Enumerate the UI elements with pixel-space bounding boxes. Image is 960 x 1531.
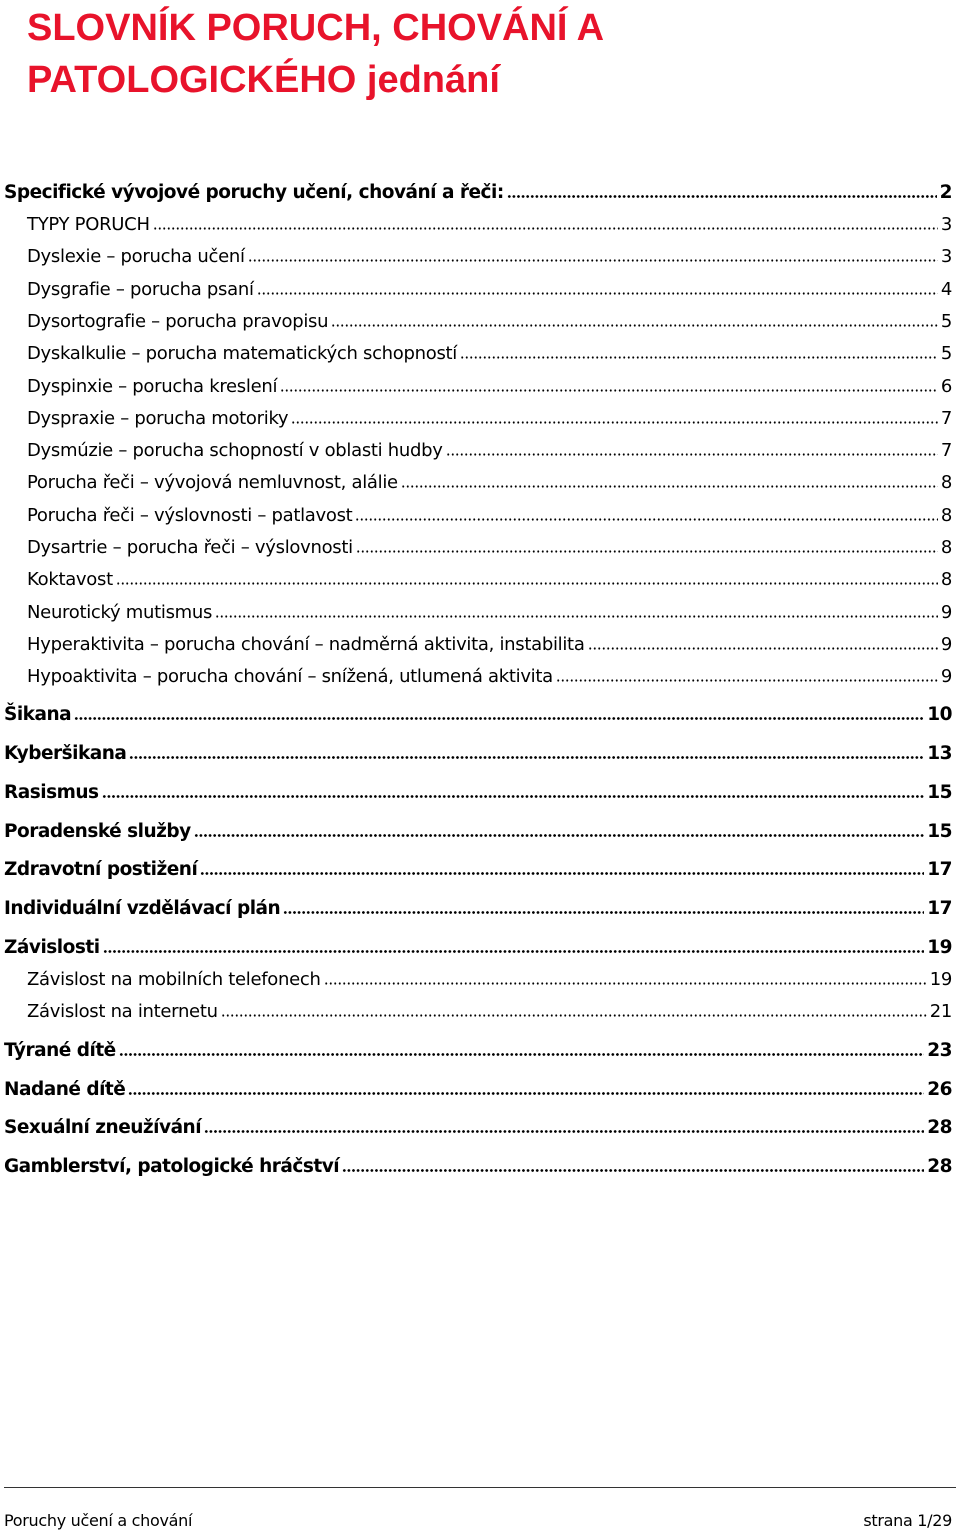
- toc-entry[interactable]: [27, 537, 952, 558]
- toc-entry-label: Zdravotní postižení: [4, 859, 198, 880]
- toc-dot-leader: [257, 292, 938, 295]
- toc-entry-page-number: 8: [940, 505, 952, 526]
- document-title: SLOVNÍK PORUCH, CHOVÁNÍ A PATOLOGICKÉHO jednání: [27, 7, 603, 101]
- toc-entry-label: Poradenské služby: [4, 821, 191, 842]
- toc-dot-leader: [194, 834, 925, 837]
- toc-entry-label: Dyskalkulie – porucha matematických schopností: [27, 343, 457, 364]
- toc-dot-leader: [74, 717, 924, 720]
- toc-entry-page-number: 2: [939, 182, 952, 203]
- toc-entry-page-number: 28: [927, 1117, 952, 1138]
- toc-entry-label: Dyspinxie – porucha kreslení: [27, 376, 278, 397]
- toc-entry-page-number: 8: [940, 537, 952, 558]
- toc-entry-label: Porucha řeči – vývojová nemluvnost, alálie: [27, 472, 398, 493]
- toc-entry-page-number: 13: [927, 743, 952, 764]
- toc-entry-label: Dysmúzie – porucha schopností v oblasti hudby: [27, 440, 443, 461]
- toc-entry-label: Týrané dítě: [4, 1040, 116, 1061]
- toc-entry[interactable]: [4, 782, 952, 803]
- footer-document-name: Poruchy učení a chování: [4, 1511, 193, 1530]
- toc-entry-page-number: 17: [927, 898, 952, 919]
- toc-entry-label: Dysgrafie – porucha psaní: [27, 279, 254, 300]
- toc-dot-leader: [588, 647, 938, 650]
- toc-entry[interactable]: [4, 743, 952, 764]
- toc-entry[interactable]: [4, 1040, 952, 1061]
- toc-entry[interactable]: [27, 569, 952, 590]
- toc-dot-leader: [248, 259, 938, 262]
- toc-entry[interactable]: [4, 1156, 952, 1177]
- toc-entry[interactable]: [27, 666, 952, 687]
- toc-entry[interactable]: [27, 602, 952, 623]
- toc-entry-label: Závislost na internetu: [27, 1001, 218, 1022]
- toc-entry-page-number: 6: [940, 376, 952, 397]
- toc-entry-page-number: 3: [940, 246, 952, 267]
- toc-entry-label: Kyberšikana: [4, 743, 127, 764]
- toc-entry-page-number: 28: [927, 1156, 952, 1177]
- toc-entry-label: Gamblerství, patologické hráčství: [4, 1156, 340, 1177]
- toc-entry-page-number: 26: [927, 1079, 952, 1100]
- toc-entry-page-number: 9: [940, 634, 952, 655]
- toc-entry-label: Hypoaktivita – porucha chování – snížená, utlumená aktivita: [27, 666, 553, 687]
- toc-dot-leader: [102, 795, 925, 798]
- toc-entry[interactable]: [4, 937, 952, 958]
- toc-dot-leader: [204, 1130, 924, 1133]
- toc-entry[interactable]: [27, 343, 952, 364]
- toc-dot-leader: [280, 389, 938, 392]
- toc-dot-leader: [103, 950, 925, 953]
- toc-entry-page-number: 4: [940, 279, 952, 300]
- toc-entry-page-number: 5: [940, 343, 952, 364]
- toc-entry-label: Dyspraxie – porucha motoriky: [27, 408, 289, 429]
- toc-dot-leader: [129, 756, 924, 759]
- toc-entry[interactable]: [4, 1079, 952, 1100]
- toc-entry-label: Nadané dítě: [4, 1079, 126, 1100]
- toc-entry[interactable]: [4, 821, 952, 842]
- toc-dot-leader: [153, 227, 938, 230]
- toc-entry-label: Závislosti: [4, 937, 100, 958]
- toc-entry-label: Individuální vzdělávací plán: [4, 898, 281, 919]
- toc-entry-label: Koktavost: [27, 569, 113, 590]
- toc-entry-label: Porucha řeči – výslovnosti – patlavost: [27, 505, 353, 526]
- toc-entry[interactable]: [27, 311, 952, 332]
- toc-dot-leader: [283, 911, 924, 914]
- toc-entry-page-number: 9: [940, 666, 952, 687]
- footer-page-number: strana 1/29: [863, 1511, 952, 1530]
- toc-entry[interactable]: [27, 505, 952, 526]
- toc-entry[interactable]: [27, 408, 952, 429]
- toc-entry-page-number: 5: [940, 311, 952, 332]
- toc-entry[interactable]: [4, 898, 952, 919]
- toc-dot-leader: [446, 453, 938, 456]
- toc-entry[interactable]: [27, 214, 952, 235]
- toc-dot-leader: [401, 485, 938, 488]
- toc-entry[interactable]: [27, 634, 952, 655]
- toc-dot-leader: [221, 1014, 927, 1017]
- toc-dot-leader: [507, 195, 937, 198]
- toc-dot-leader: [200, 872, 924, 875]
- toc-entry[interactable]: [27, 279, 952, 300]
- toc-dot-leader: [116, 582, 938, 585]
- toc-entry[interactable]: [27, 440, 952, 461]
- toc-dot-leader: [215, 615, 938, 618]
- toc-dot-leader: [128, 1092, 924, 1095]
- toc-entry-page-number: 8: [940, 472, 952, 493]
- toc-entry-page-number: 10: [927, 704, 952, 725]
- toc-entry-page-number: 21: [929, 1001, 952, 1022]
- toc-entry-page-number: 7: [940, 408, 952, 429]
- toc-entry-label: TYPY PORUCH: [27, 214, 150, 235]
- toc-entry-label: Specifické vývojové poruchy učení, chování a řeči:: [4, 182, 504, 203]
- toc-entry-page-number: 17: [927, 859, 952, 880]
- toc-entry-page-number: 15: [927, 821, 952, 842]
- toc-entry[interactable]: [27, 1001, 952, 1022]
- toc-entry-page-number: 8: [940, 569, 952, 590]
- toc-dot-leader: [331, 324, 938, 327]
- toc-dot-leader: [460, 356, 938, 359]
- toc-entry-page-number: 7: [940, 440, 952, 461]
- toc-entry-label: Rasismus: [4, 782, 99, 803]
- toc-entry-label: Hyperaktivita – porucha chování – nadměrná aktivita, instabilita: [27, 634, 585, 655]
- toc-entry-label: Neurotický mutismus: [27, 602, 213, 623]
- toc-dot-leader: [355, 518, 937, 521]
- toc-entry-page-number: 23: [927, 1040, 952, 1061]
- toc-entry-label: Dysortografie – porucha pravopisu: [27, 311, 329, 332]
- toc-entry-page-number: 19: [927, 937, 952, 958]
- toc-entry-page-number: 19: [929, 969, 952, 990]
- toc-entry-page-number: 15: [927, 782, 952, 803]
- toc-dot-leader: [556, 679, 938, 682]
- toc-dot-leader: [342, 1169, 924, 1172]
- toc-entry[interactable]: [27, 376, 952, 397]
- toc-dot-leader: [324, 982, 927, 985]
- toc-entry[interactable]: [4, 859, 952, 880]
- toc-entry-page-number: 3: [940, 214, 952, 235]
- toc-dot-leader: [119, 1053, 925, 1056]
- toc-entry-page-number: 9: [940, 602, 952, 623]
- toc-entry[interactable]: [27, 472, 952, 493]
- toc-dot-leader: [291, 421, 938, 424]
- toc-entry[interactable]: [4, 704, 952, 725]
- toc-entry[interactable]: [27, 969, 952, 990]
- toc-entry-label: Dysartrie – porucha řeči – výslovnosti: [27, 537, 353, 558]
- toc-entry[interactable]: [4, 182, 952, 203]
- toc-entry-label: Sexuální zneužívání: [4, 1117, 202, 1138]
- toc-entry-label: Dyslexie – porucha učení: [27, 246, 245, 267]
- toc-entry[interactable]: [27, 246, 952, 267]
- toc-dot-leader: [356, 550, 938, 553]
- toc-entry-label: Závislost na mobilních telefonech: [27, 969, 321, 990]
- toc-entry[interactable]: [4, 1117, 952, 1138]
- toc-entry-label: Šikana: [4, 704, 72, 725]
- footer-divider: [4, 1487, 956, 1488]
